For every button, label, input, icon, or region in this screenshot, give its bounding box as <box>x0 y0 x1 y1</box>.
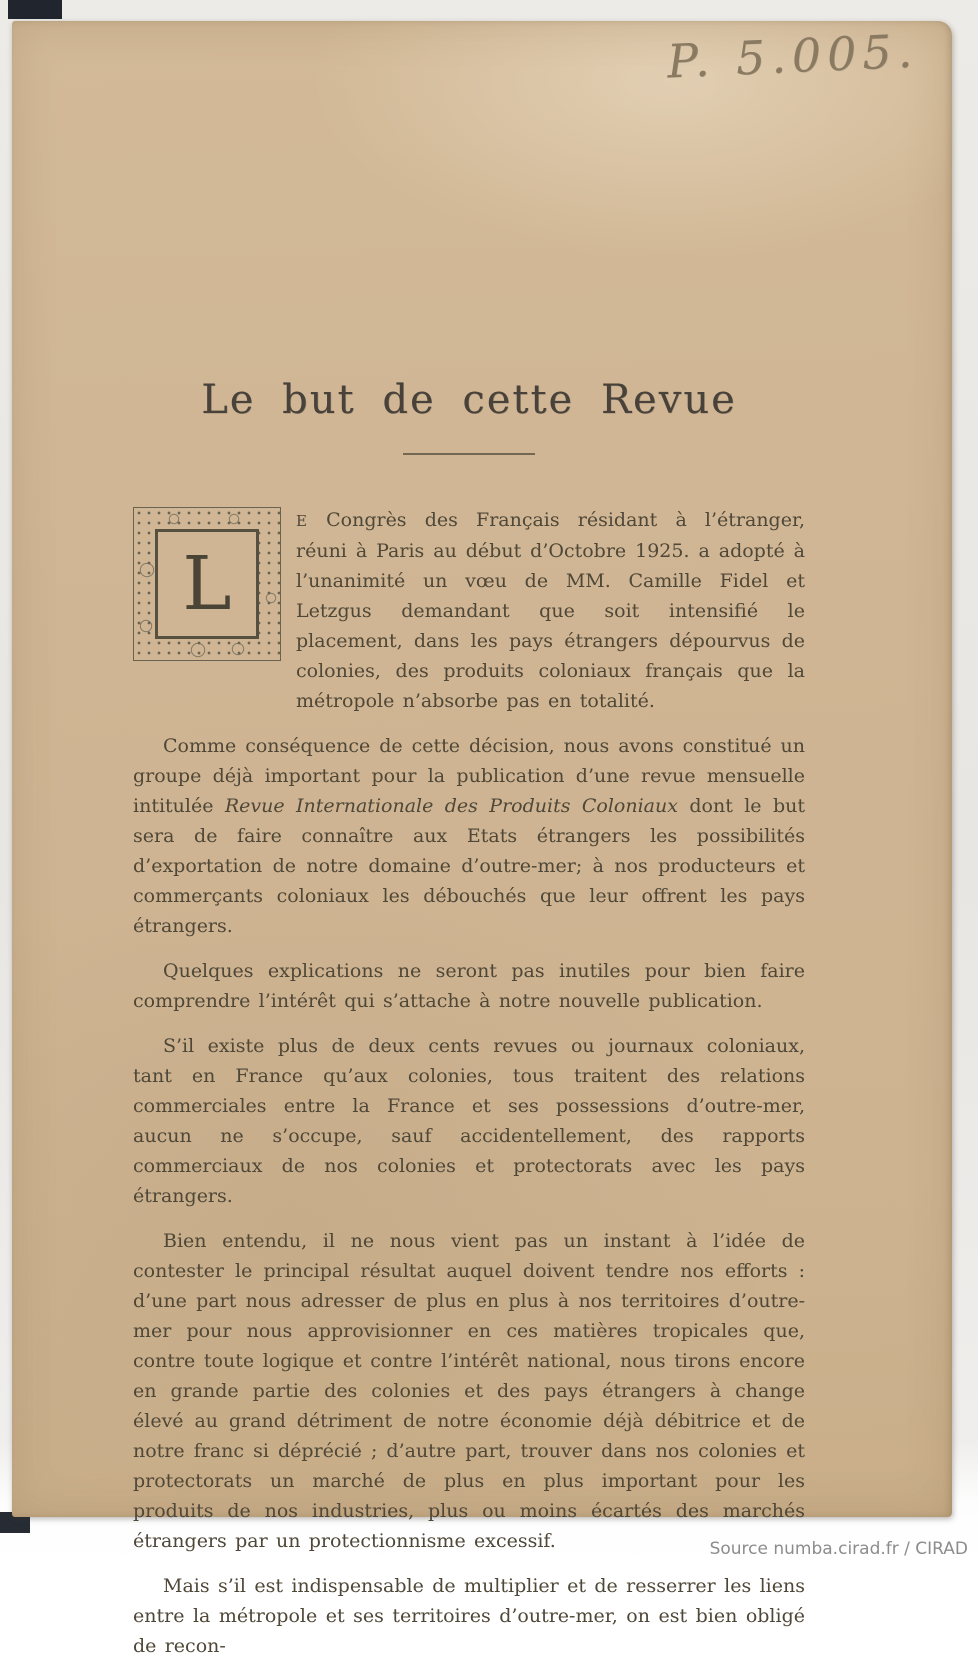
dropcap-inner-frame <box>155 529 259 639</box>
paragraph-1-text: Congrès des Français résidant à l’étranger, réuni à Paris au début d’Octobre 1925. a adopté à l’unanimité un vœu de MM. Camille Fidel et Letzgus demandant que soit intensifié le placement, dans les pays étrangers dépourvus de colonies, des produits coloniaux français que la métropole n’absorbe pas en totalité. <box>296 509 805 712</box>
paragraph-1 <box>296 505 805 716</box>
paragraph-6: Mais s’il est indispensable de multiplier et de resserrer les liens entre la métropole et ses territoires d’outre-mer, on est bien obligé de recon- <box>133 1575 805 1657</box>
page-title: Le but de cette Revue <box>201 377 737 423</box>
scan-artifact-top-left <box>8 0 62 19</box>
paragraph-2-text-after: dont le but sera de faire connaître aux Etats étrangers les possibilités d’exportation de notre domaine d’outre-mer; à nos producteurs et commerçants coloniaux les débouchés que leur offrent les pays étrangers. <box>133 795 805 937</box>
dropcap-letter: L <box>182 541 232 627</box>
source-credit: Source numba.cirad.fr / CIRAD <box>709 1539 968 1559</box>
paragraph-2-journal-title: Revue Internationale des Produits Coloniaux <box>224 795 678 817</box>
paragraph-5: Bien entendu, il ne nous vient pas un instant à l’idée de contester le principal résultat auquel doivent tendre nos efforts : d’une part nous adresser de plus en plus à nos territoires d’outre-mer pour nous approvisionner en ces matières tropicales que, contre toute logique et contre l’intérêt national, nous tirons encore en grande partie des colonies et des pays étrangers à change élevé au grand détriment de notre économie déjà débitrice et de notre franc si déprécié ; d’autre part, trouver dans nos colonies et protectorats un marché de plus en plus important pour les produits de nos industries, plus ou moins écartés des marchés étrangers par un protectionnisme excessif. <box>133 1230 805 1552</box>
paragraph-2-text-before: Comme conséquence de cette décision, nous avons constitué un groupe déjà important pour la publication d’une revue mensuelle intitulée <box>133 735 805 817</box>
paragraph-4: S’il existe plus de deux cents revues ou journaux coloniaux, tant en France qu’aux colonies, tous traitent des relations commerciales entre la France et ses possessions d’outre-mer, aucun ne s’occupe, sauf accidentellement, des rapports commerciaux de nos colonies et protectorats avec les pays étrangers. <box>133 1035 805 1207</box>
paragraph-3: Quelques explications ne seront pas inutiles pour bien faire comprendre l’intérêt qui s’attache à notre nouvelle publication. <box>133 960 805 1012</box>
paragraph-2 <box>133 731 805 941</box>
handwritten-catalog-number: P. 5.005. <box>665 23 920 89</box>
paragraph-1-lead-capital: E <box>296 512 308 530</box>
dropcap-ornament-frame <box>133 507 281 661</box>
title-divider-rule <box>403 453 535 455</box>
page-content <box>133 21 805 1657</box>
opening-paragraph <box>133 503 805 716</box>
